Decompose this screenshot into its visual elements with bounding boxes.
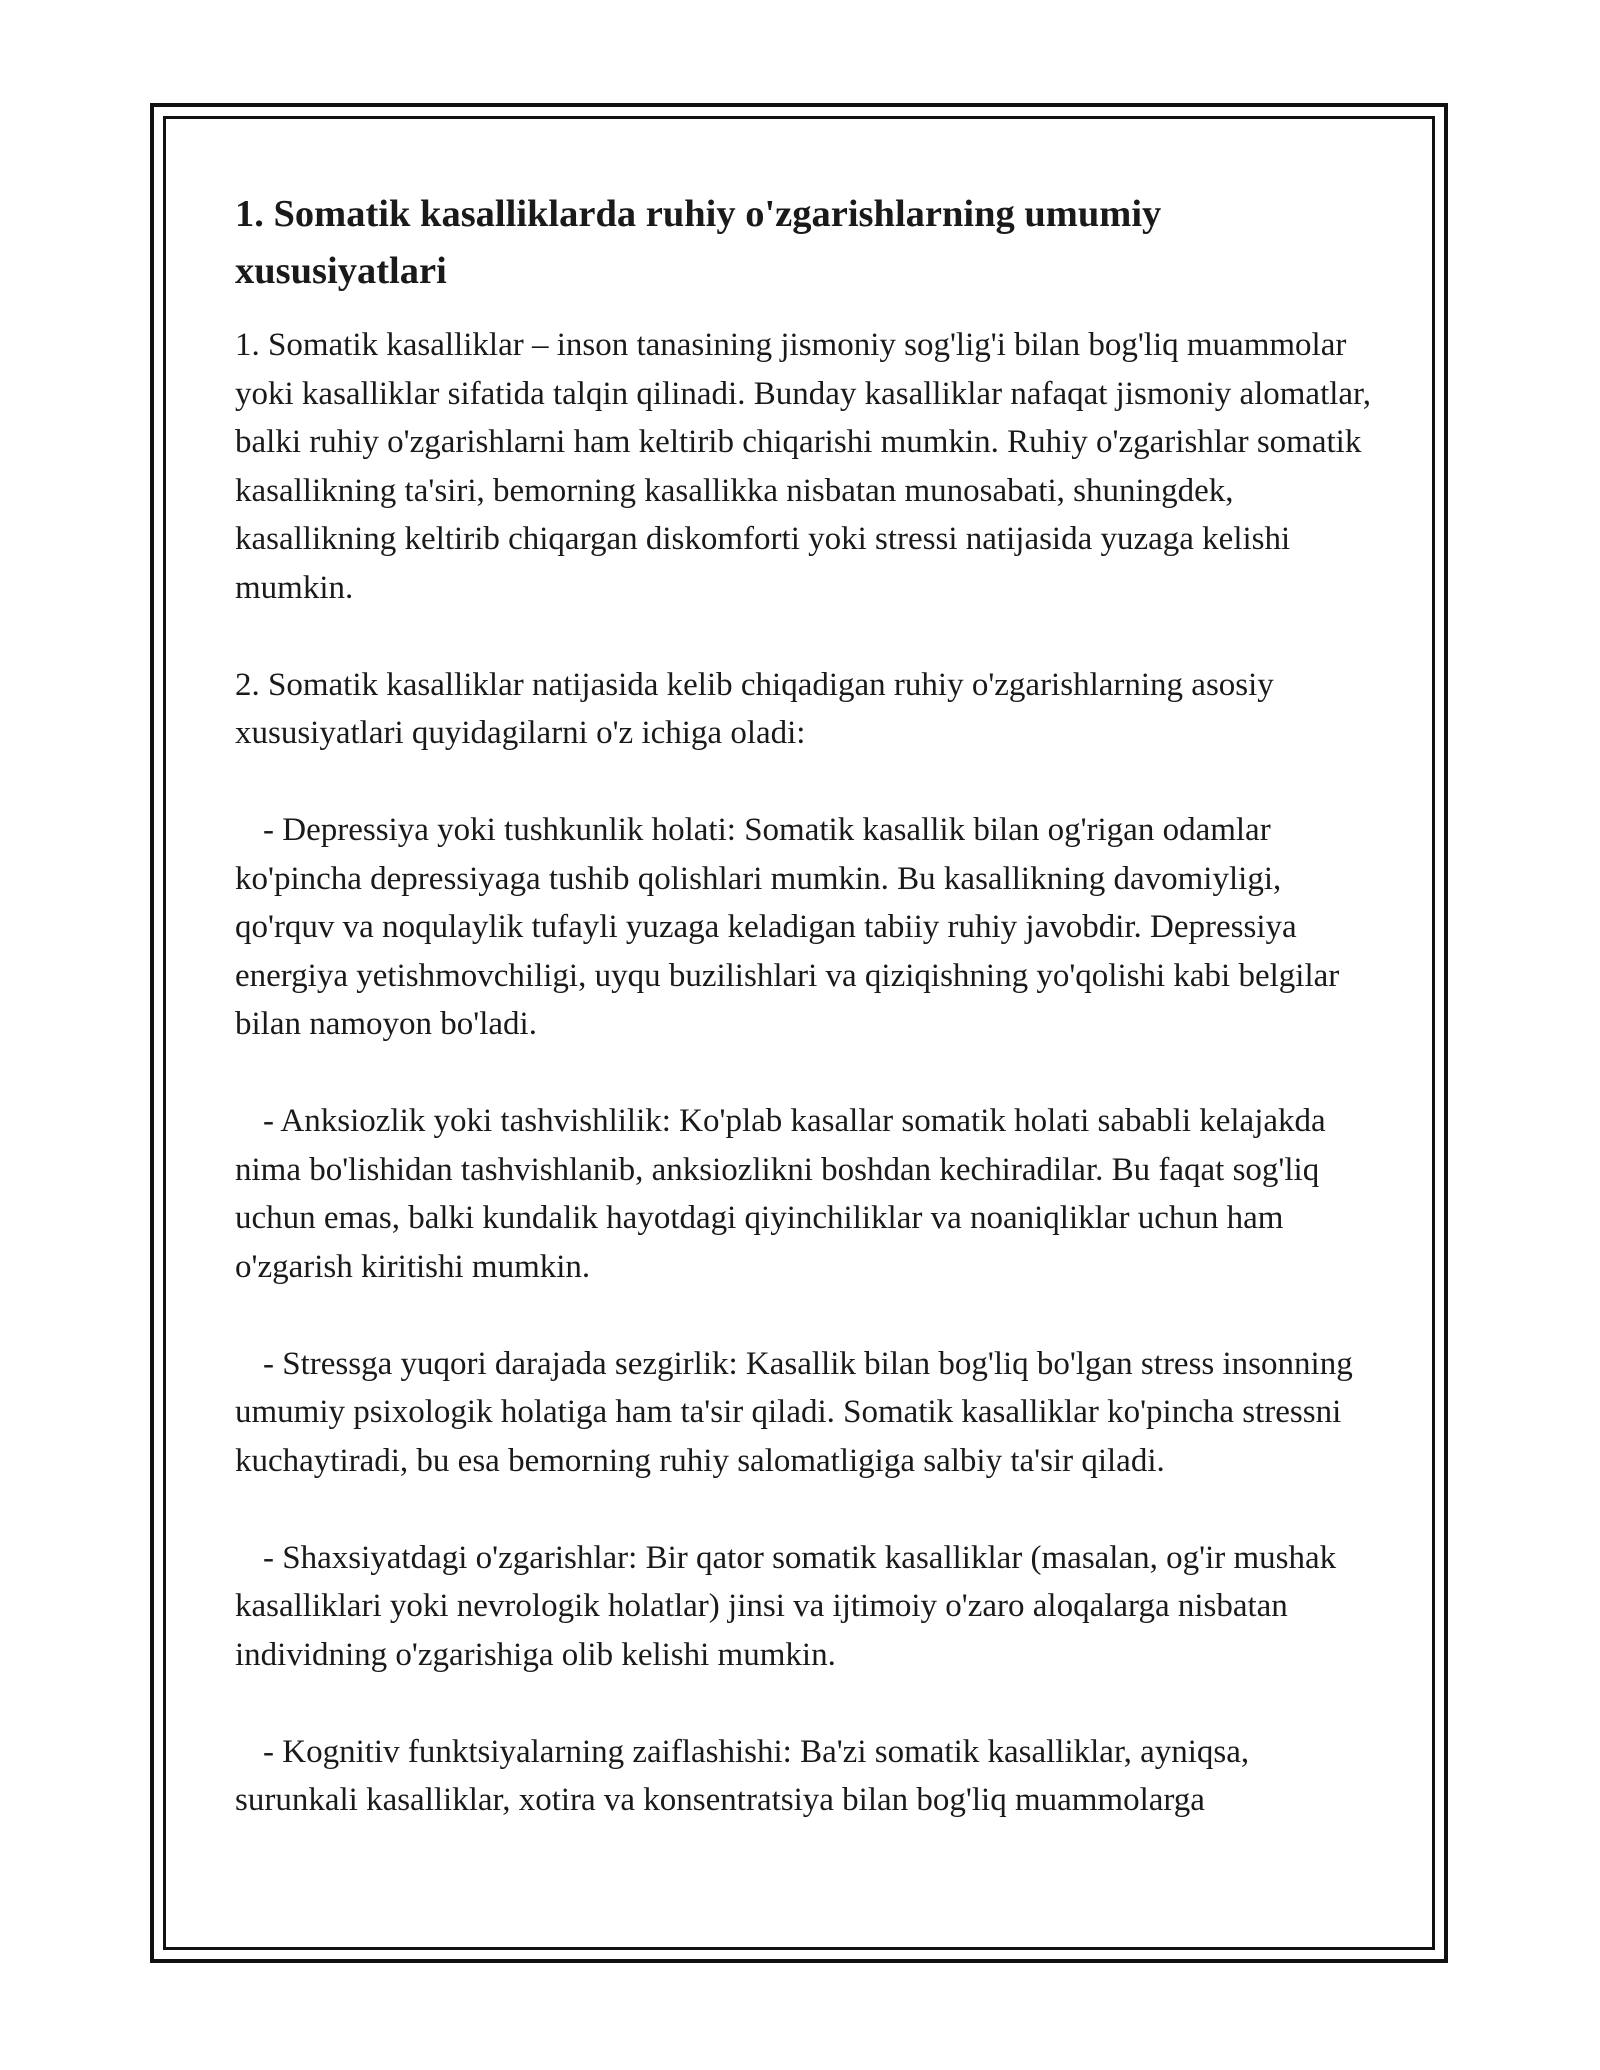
- document-body: [235, 186, 1380, 1825]
- bullet-stress: - Stressga yuqori darajada sezgirlik: Kasallik bilan bog'liq bo'lgan stress insonning umumiy psixologik holatiga ham ta'sir qiladi. Somatik kasalliklar ko'pincha stressni kuchaytiradi, bu esa bemorning ruhiy salomatligiga salbiy ta'sir qiladi.: [235, 1345, 1353, 1479]
- bullet-personality: - Shaxsiyatdagi o'zgarishlar: Bir qator somatik kasalliklar (masalan, og'ir mushak kasalliklari yoki nevrologik holatlar) jinsi va ijtimoiy o'zaro aloqalarga nisbatan individning o'zgarishiga olib kelishi mumkin.: [235, 1539, 1337, 1673]
- bullet-anxiety: - Anksiozlik yoki tashvishlilik: Ko'plab kasallar somatik holati sababli kelajakda nima bo'lishidan tashvishlanib, anksiozlikni boshdan kechiradilar. Bu faqat sog'liq uchun emas, balki kundalik hayotdagi qiyinchiliklar va noaniqliklar uchun ham o'zgarish kiritishi mumkin.: [235, 1103, 1326, 1285]
- paragraph-2: 2. Somatik kasalliklar natijasida kelib chiqadigan ruhiy o'zgarishlarning asosiy xususiyatlari quyidagilarni o'z ichiga oladi:: [235, 666, 1283, 751]
- section-title: 1. Somatik kasalliklarda ruhiy o'zgarishlarning umumiy xususiyatlari: [235, 193, 1162, 292]
- bullet-cognitive: - Kognitiv funktsiyalarning zaiflashishi: Ba'zi somatik kasalliklar, ayniqsa, surunkali kasalliklar, xotira va konsentratsiya bilan bog'liq muammolarga: [235, 1733, 1250, 1818]
- paragraph-1: 1. Somatik kasalliklar – inson tanasining jismoniy sog'lig'i bilan bog'liq muammolar yoki kasalliklar sifatida talqin qilinadi. Bunday kasalliklar nafaqat jismoniy alomatlar, balki ruhiy o'zgarishlarni ham keltirib chiqarishi mumkin. Ruhiy o'zgarishlar somatik kasallikning ta'siri, bemorning kasallikka nisbatan munosabati, shuningdek, kasallikning keltirib chiqargan diskomforti yoki stressi natijasida yuzaga kelishi mumkin.: [235, 327, 1380, 606]
- bullet-depression: - Depressiya yoki tushkunlik holati: Somatik kasallik bilan og'rigan odamlar ko'pincha depressiyaga tushib qolishlari mumkin. Bu kasallikning davomiyligi, qo'rquv va noqulaylik tufayli yuzaga keladigan tabiiy ruhiy javobdir. Depressiya energiya yetishmovchiligi, uyqu buzilishlari va qiziqishning yo'qolishi kabi belgilar bilan namoyon bo'ladi.: [235, 812, 1340, 1042]
